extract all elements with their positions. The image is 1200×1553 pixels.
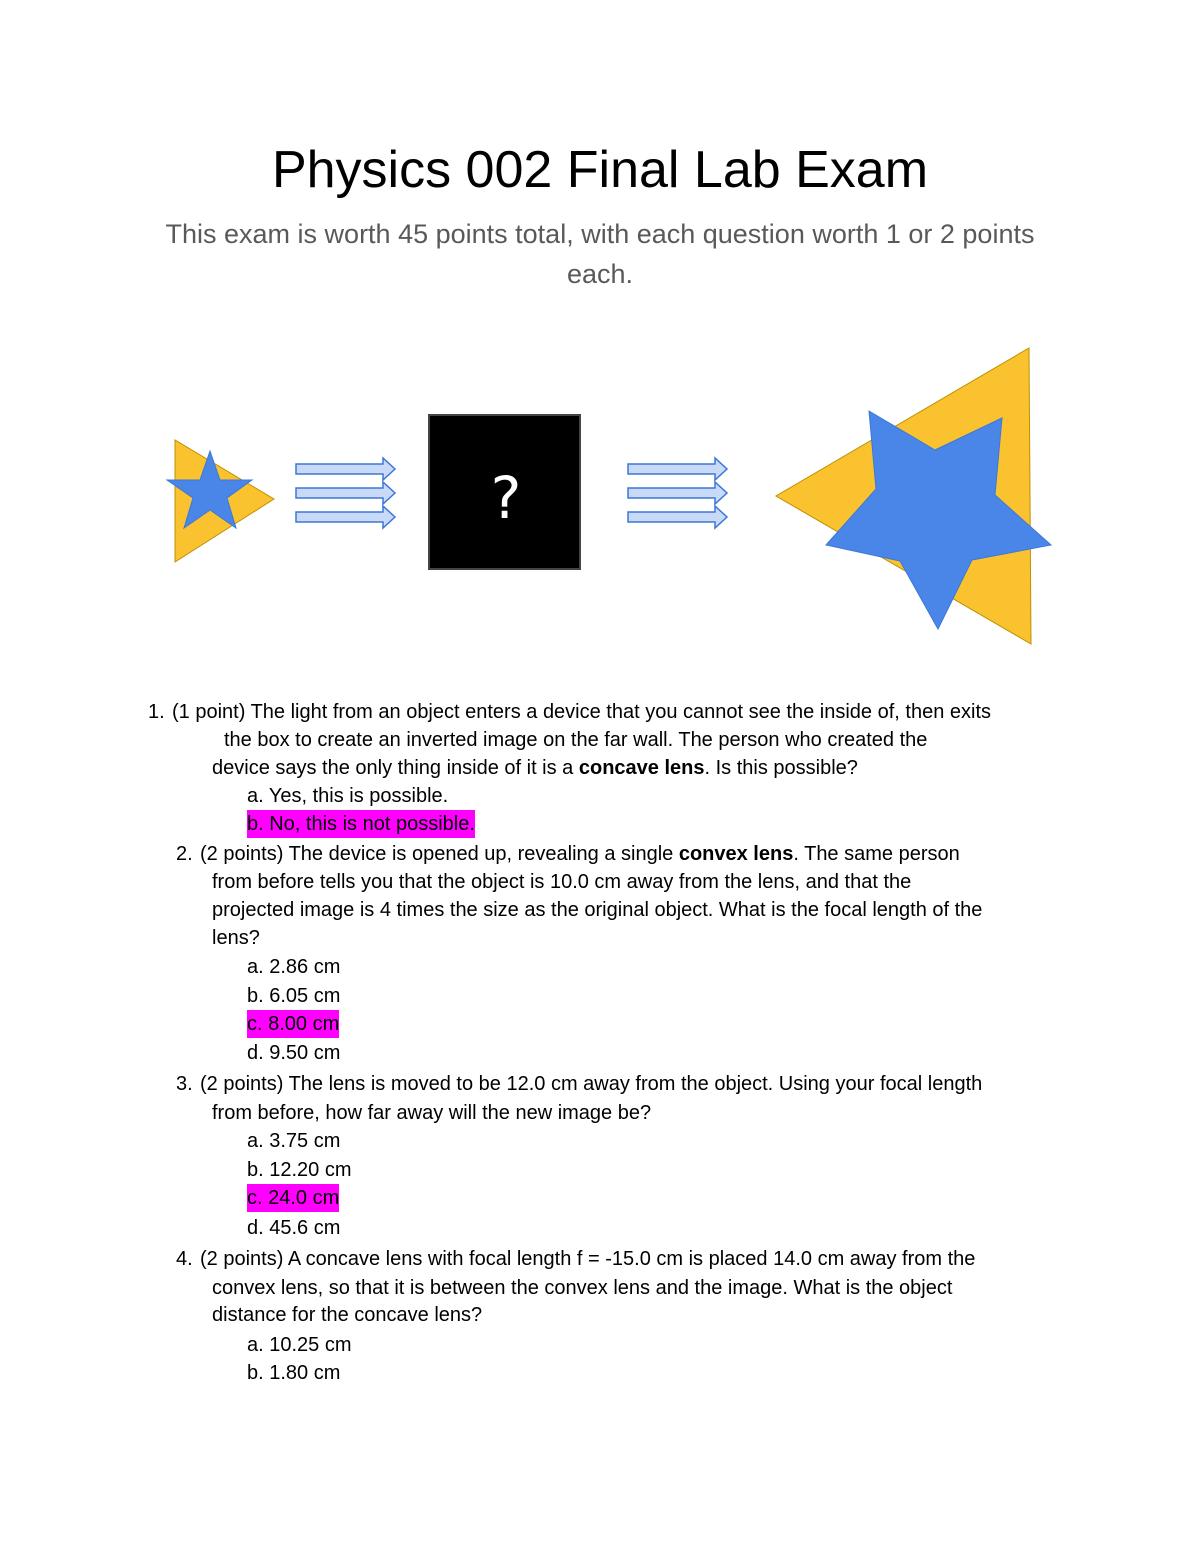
arrow-3	[296, 506, 395, 528]
question-text-line: projected image is 4 times the size as the original object. What is the focal length of the	[212, 899, 983, 921]
answer-option-correct: c. 8.00 cm	[247, 1010, 339, 1038]
question-text-line: lens?	[212, 927, 260, 949]
answer-option: b. 12.20 cm	[247, 1159, 352, 1181]
answer-option: d. 45.6 cm	[247, 1217, 341, 1239]
question-number: 3.	[176, 1073, 193, 1095]
lens-diagram-svg	[0, 340, 1200, 660]
answer-option: b. 1.80 cm	[247, 1362, 341, 1384]
question-3	[0, 1070, 1200, 1245]
question-text-line: convex lens, so that it is between the convex lens and the image. What is the object	[212, 1277, 953, 1299]
answer-option: a. Yes, this is possible.	[247, 785, 449, 807]
question-text-line: the box to create an inverted image on the far wall. The person who created the	[224, 729, 928, 751]
answer-option-correct: c. 24.0 cm	[247, 1184, 339, 1212]
question-number: 1.	[148, 701, 165, 723]
key-term: convex lens	[678, 843, 794, 865]
key-term: concave lens	[578, 757, 705, 779]
question-number: 2.	[176, 843, 193, 865]
question-4	[0, 1245, 1200, 1395]
arrow-5	[628, 482, 727, 504]
mystery-box-symbol: ?	[490, 464, 522, 532]
question-text-line	[200, 840, 960, 868]
question-1	[0, 698, 1200, 838]
question-text-line: (2 points) A concave lens with focal length f = -15.0 cm is placed 14.0 cm away from the	[200, 1248, 976, 1270]
arrow-6	[628, 506, 727, 528]
question-text: . Is this possible?	[704, 757, 858, 779]
arrow-4	[628, 458, 727, 480]
question-text-line: (1 point) The light from an object enters a device that you cannot see the inside of, then exits	[172, 701, 992, 723]
output-arrows	[628, 458, 727, 528]
question-text-line: (2 points) The lens is moved to be 12.0 cm away from the object. Using your focal length	[200, 1073, 983, 1095]
question-number: 4.	[176, 1248, 193, 1270]
answer-option: a. 3.75 cm	[247, 1130, 341, 1152]
question-text-line	[212, 754, 858, 782]
question-text: (2 points) The device is opened up, revealing a single	[200, 843, 679, 865]
question-text-line: from before tells you that the object is 10.0 cm away from the lens, and that the	[212, 871, 912, 893]
answer-option: a. 10.25 cm	[247, 1334, 352, 1356]
question-2	[0, 840, 1200, 1070]
page-subtitle: This exam is worth 45 points total, with each question worth 1 or 2 points each.	[165, 219, 1035, 289]
question-text-line: from before, how far away will the new image be?	[212, 1102, 652, 1124]
answer-option: a. 2.86 cm	[247, 956, 341, 978]
question-text: . The same person	[793, 843, 960, 865]
arrow-2	[296, 482, 395, 504]
answer-option: b. 6.05 cm	[247, 985, 341, 1007]
page-title: Physics 002 Final Lab Exam	[271, 141, 929, 199]
answer-option: d. 9.50 cm	[247, 1042, 341, 1064]
answer-option-correct: b. No, this is not possible.	[247, 810, 475, 838]
input-arrows	[296, 458, 395, 528]
question-text-line: distance for the concave lens?	[212, 1304, 483, 1326]
lens-diagram	[0, 340, 1200, 660]
question-text: device says the only thing inside of it is a	[212, 757, 579, 779]
arrow-1	[296, 458, 395, 480]
